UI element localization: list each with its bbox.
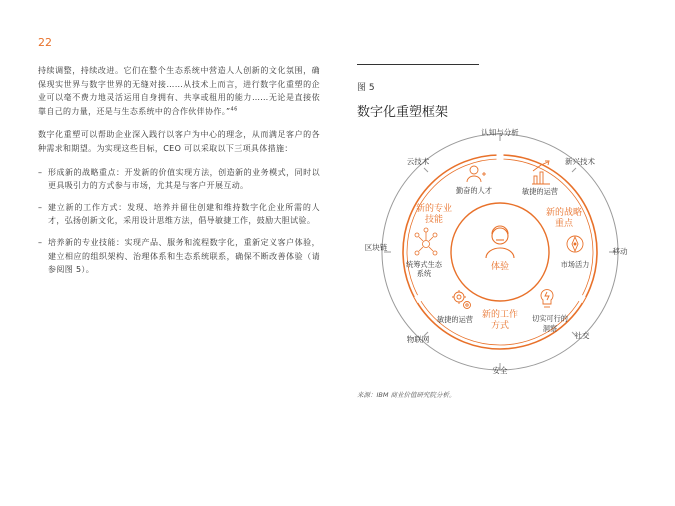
figure-divider — [357, 64, 479, 65]
segment-work-line2: 方式 — [490, 321, 510, 331]
segment-skills-line1: 新的专业 — [415, 204, 453, 214]
page-number: 22 — [38, 36, 52, 49]
segment-gap — [416, 277, 457, 300]
segment-strategy-line1: 新的战略 — [545, 208, 583, 218]
person-icon — [467, 166, 486, 182]
center-ring — [451, 203, 549, 301]
item-market: 市场活力 — [560, 260, 590, 269]
item-ecosystem-line2: 系统 — [416, 269, 432, 278]
customer-icon — [486, 226, 514, 258]
ring-tick — [572, 168, 576, 172]
label-emerging: 新兴技术 — [565, 157, 595, 166]
label-mobile: 移动 — [612, 247, 628, 256]
framework-diagram — [350, 124, 650, 380]
list-item: – 建立新的工作方式：发现、培养并留住创建和维持数字化企业所需的人才，弘扬创新文化，采用设计思维方法，倡导敏捷工作，鼓励大胆试验。 — [38, 201, 320, 228]
segment-strategy-line2: 重点 — [554, 219, 574, 229]
body-text — [38, 64, 320, 285]
label-blockchain: 区块链 — [364, 243, 388, 252]
label-social: 社交 — [574, 331, 590, 340]
center-label: 体验 — [490, 262, 510, 272]
item-talent: 勤奋的人才 — [456, 186, 492, 195]
item-insight-line1: 切实可行的 — [532, 314, 568, 323]
label-cognitive: 认知与分析 — [481, 128, 519, 137]
label-cloud: 云技术 — [406, 157, 430, 166]
item-insight-line2: 洞察 — [542, 324, 558, 333]
item-ecosystem-line1: 统筹式生态 — [406, 260, 442, 269]
list-item: – 培养新的专业技能：实现产品、服务和流程数字化，重新定义客户体验，建立相应的组织架构、治理体系和生态系统联系，确保不断改善体验（请参阅图 5）。 — [38, 236, 320, 277]
label-iot: 物联网 — [406, 335, 430, 344]
figure-source: 来源：IBM 商业价值研究院分析。 — [357, 391, 456, 399]
segment-work-line1: 新的工作 — [481, 310, 519, 320]
footnote-ref: 46 — [230, 106, 238, 113]
ring-tick — [424, 168, 428, 172]
item-agile-ops-top: 敏捷的运营 — [522, 187, 558, 196]
network-icon — [415, 228, 437, 255]
paragraph-intro: 数字化重塑可以帮助企业深入践行以客户为中心的理念，从而满足客户的各种需求和期望。为实现这些目标，CEO 可以采取以下三项具体措施： — [38, 130, 320, 153]
segment-skills-line2: 技能 — [424, 215, 444, 225]
figure-title: 数字化重塑框架 — [357, 105, 449, 120]
figure-label: 图 5 — [357, 83, 375, 93]
paragraph-quote-text: 持续调整，持续改进。它们在整个生态系统中营造人人创新的文化氛围，确保现实世界与数字世界的无缝对接……从技术上而言，进行数字化重塑的企业可以毫不费力地灵活运用自身拥有、共享或租用的能力……无论是直接依靠自己的力量，还是与生态系统中的合作伙伴协作。” — [38, 66, 320, 116]
gears-icon — [452, 290, 471, 309]
paragraph-quote — [38, 64, 320, 118]
compass-icon — [567, 236, 583, 252]
item-agile-ops-bottom: 敏捷的运营 — [437, 315, 473, 324]
label-security: 安全 — [492, 366, 508, 375]
measures-list — [38, 166, 320, 277]
lightbulb-icon — [541, 290, 553, 307]
list-item: – 形成新的战略重点：开发新的价值实现方法，创造新的业务模式，同时以更具吸引力的方式参与市场，尤其是与客户开展互动。 — [38, 166, 320, 193]
